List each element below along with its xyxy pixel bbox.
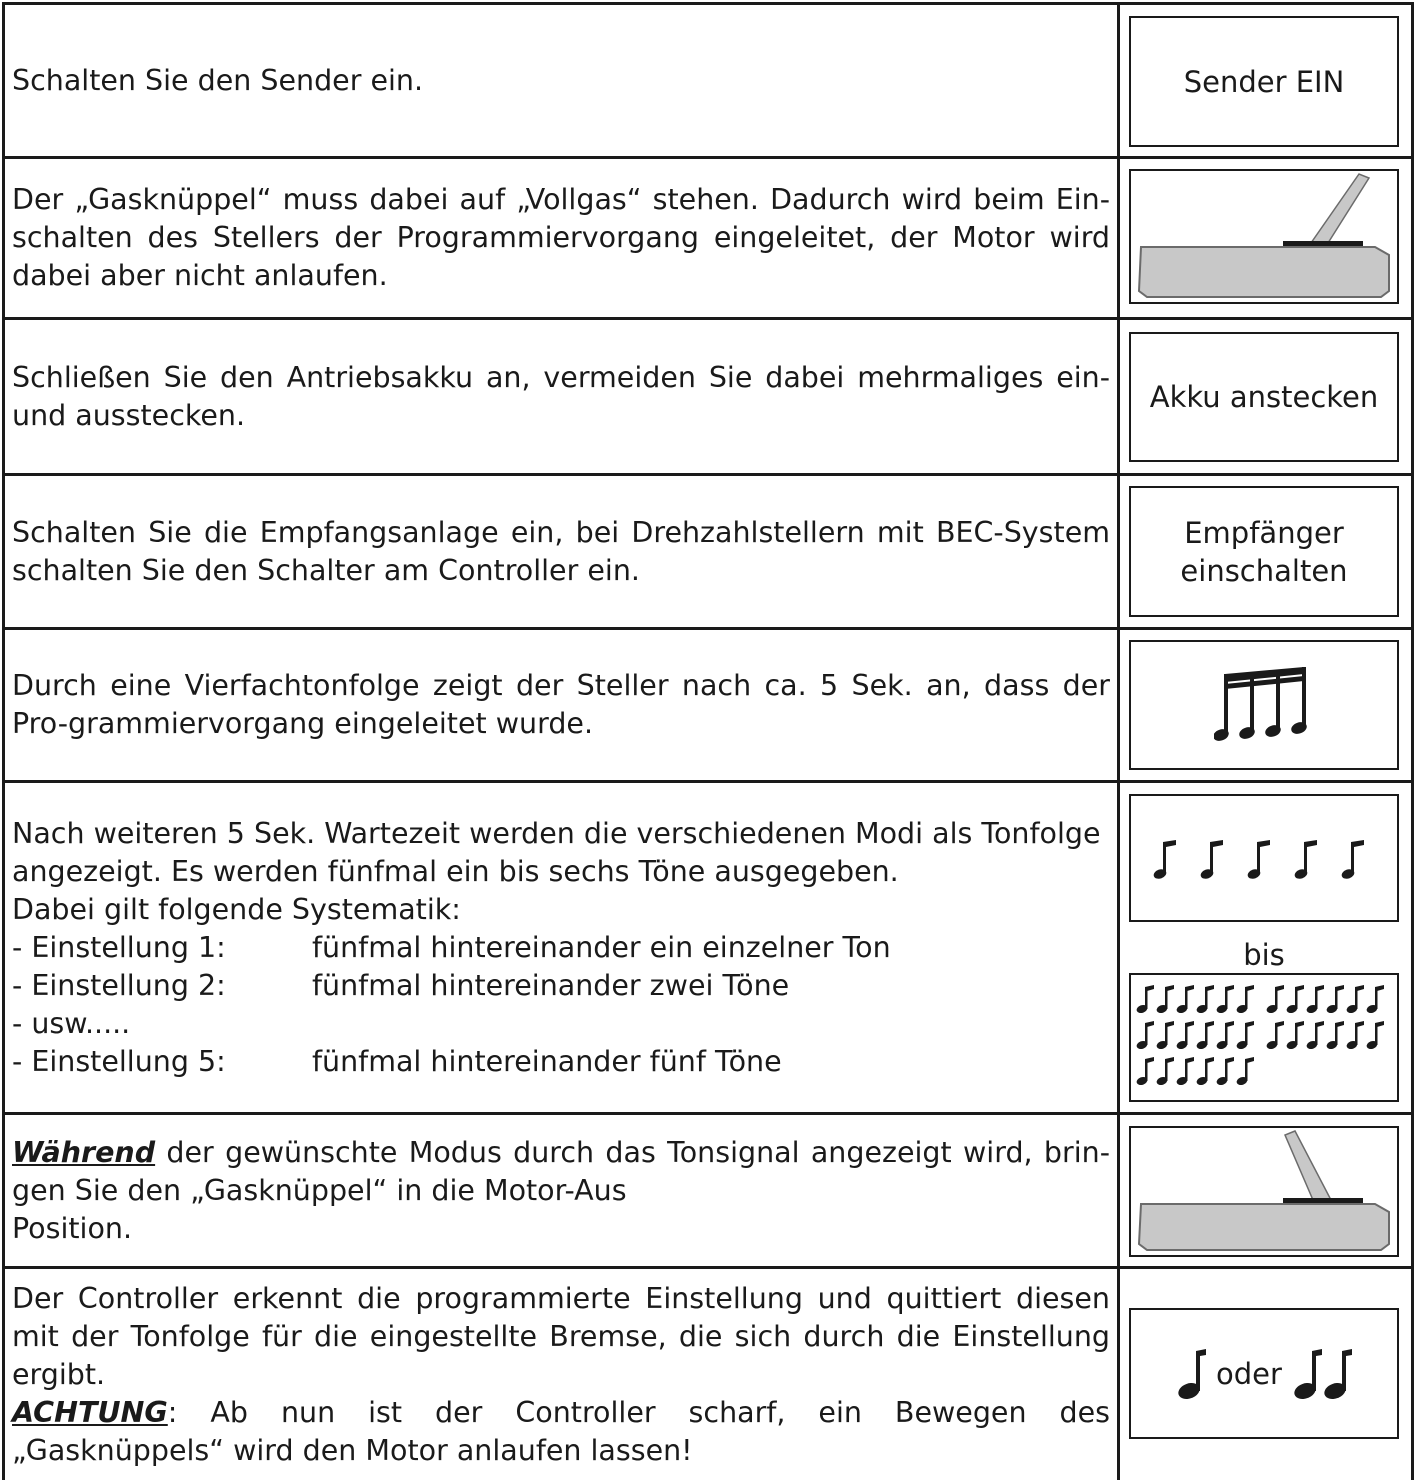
emphasis-text: Während [12, 1135, 156, 1169]
brake-tone-icon-box [1129, 1308, 1399, 1439]
single-note-icon [1176, 1347, 1206, 1401]
text-line: angezeigt. Es werden fünfmal ein bis sechs Töne ausgegeben. [12, 854, 899, 888]
list-item-label: - Einstellung 1: [12, 930, 226, 964]
many-notes-icon [1135, 979, 1397, 1099]
instruction-text-part: der gewünschte Modus durch das Tonsignal angezeigt wird, brin-gen Sie den „Gasknüppel“ in die Motor-Aus [12, 1135, 1110, 1207]
list-item [12, 1005, 1110, 1043]
table-row [12, 1115, 1110, 1266]
list-item-desc: fünfmal hintereinander fünf Töne [312, 1044, 782, 1078]
four-notes-icon-box [1129, 640, 1399, 770]
instruction-text: Durch eine Vierfachtonfolge zeigt der Steller nach ca. 5 Sek. an, dass der Pro-grammiervorgang eingeleitet wurde. [12, 669, 1110, 740]
instruction-text [12, 1280, 1110, 1470]
list-item [12, 929, 1110, 967]
step-label-box [1129, 486, 1399, 617]
instruction-text: Der „Gasknüppel“ muss dabei auf „Vollgas“ stehen. Dadurch wird beim Ein-schalten des Stellers der Programmiervorgang eingeleitet, der Motor wird dabei aber nicht anlaufen. [12, 183, 1110, 292]
step-label-box [1129, 16, 1399, 147]
table-row [12, 320, 1110, 473]
instruction-text [12, 1134, 1110, 1248]
table-row [12, 783, 1110, 1112]
list-item-desc: fünfmal hintereinander ein einzelner Ton [312, 930, 891, 964]
column-divider [1117, 2, 1120, 1480]
table-border-right [1411, 2, 1414, 1480]
instruction-text: Schalten Sie die Empfangsanlage ein, bei Drehzahlstellern mit BEC-System schalten Sie den Schalter am Controller ein. [12, 515, 1110, 587]
table-row [12, 1269, 1110, 1480]
four-notes-icon [1214, 660, 1314, 750]
table-row [12, 476, 1110, 627]
list-item-label: - Einstellung 2: [12, 968, 226, 1002]
throttle-full-icon [1133, 173, 1395, 300]
list-item-label: - usw..... [12, 1006, 131, 1040]
or-label: oder [1216, 1356, 1282, 1391]
throttle-full-icon-box [1129, 169, 1399, 304]
list-item [12, 1043, 1110, 1081]
table-row [12, 630, 1110, 780]
step-label: einschalten [1180, 553, 1348, 588]
list-item [12, 967, 1110, 1005]
list-item-label: - Einstellung 5: [12, 1044, 226, 1078]
throttle-off-icon-box [1129, 1126, 1399, 1257]
emphasis-text: ACHTUNG [12, 1395, 168, 1429]
instruction-text-part: Der Controller erkennt die programmierte Einstellung und quittiert diesen mit der Tonfolge für die eingestellte Bremse, die sich durch die Einstellung ergibt. [12, 1281, 1110, 1391]
single-notes-icon-box [1129, 794, 1399, 922]
instruction-text: Schalten Sie den Sender ein. [12, 63, 424, 97]
many-notes-icon-box [1129, 973, 1399, 1102]
step-label: Sender EIN [1183, 64, 1345, 99]
instruction-text-part: : Ab nun ist der Controller scharf, ein Bewegen des „Gasknüppels“ wird den Motor anlaufen lassen! [12, 1395, 1110, 1467]
step-label: Empfänger [1184, 515, 1344, 550]
between-label: bis [1243, 938, 1285, 972]
table-border-left [2, 2, 5, 1480]
table-row [12, 5, 1110, 156]
instruction-text-part: Position. [12, 1211, 133, 1245]
text-line: Dabei gilt folgende Systematik: [12, 892, 461, 926]
double-note-icon [1292, 1347, 1352, 1401]
text-line: Nach weiteren 5 Sek. Wartezeit werden die verschiedenen Modi als Tonfolge [12, 816, 1101, 850]
instruction-text [12, 815, 1110, 1081]
instruction-text: Schließen Sie den Antriebsakku an, vermeiden Sie dabei mehrmaliges ein- und ausstecken. [12, 360, 1110, 432]
single-notes-icon [1144, 828, 1384, 888]
step-label-box [1129, 332, 1399, 462]
throttle-off-icon [1133, 1130, 1395, 1253]
list-item-desc: fünfmal hintereinander zwei Töne [312, 968, 790, 1002]
table-row [12, 159, 1110, 317]
step-label: Akku anstecken [1149, 380, 1379, 414]
